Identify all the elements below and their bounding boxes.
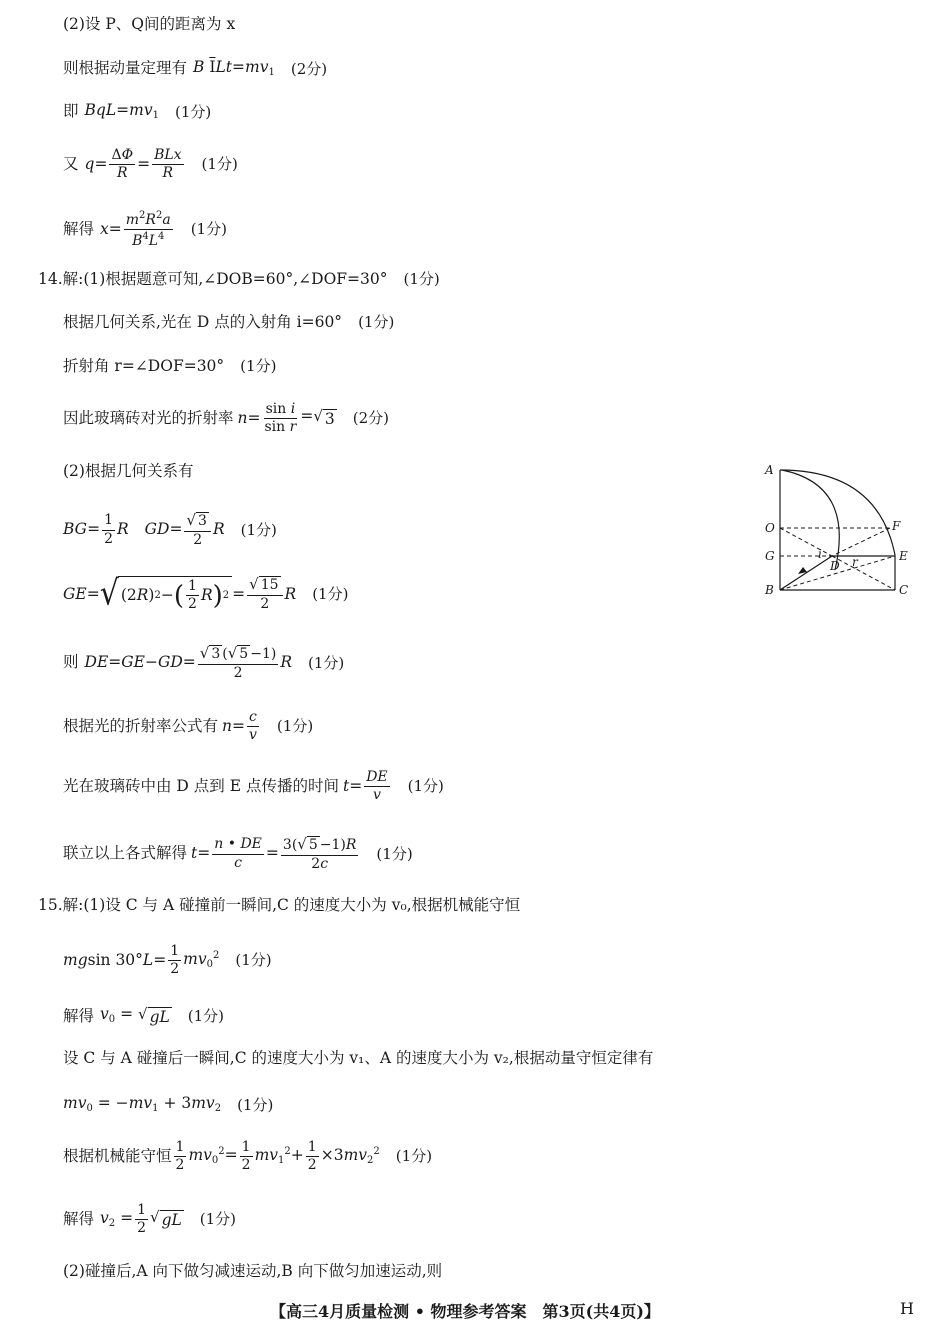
page-footer: 【高三4月质量检测 • 物理参考答案 第3页(共4页)】 [270,1302,660,1321]
q14-incident-angle: 根据几何关系,光在 D 点的入射角 i=60° (1分) [63,313,395,332]
q15-v0: 解得 $v_0$ = √ gL (1分) [63,1005,225,1026]
label-i: i [818,547,822,561]
line-pq-distance: (2)设 P、Q间的距离为 x [63,15,236,33]
q14-ge: GE= √ (2 R ) 2 − ( $\frac{1}{2}$ R ) 2 = √ 15 2 R (1分) [63,573,349,614]
line-dc [832,556,895,590]
label-o: O [765,521,775,535]
footer-code: H [900,1299,914,1318]
label-g: G [765,549,775,563]
line-x-result: 解得 x= $\frac{m^2R^2a}{B^4L^4}$ (1分) [63,210,227,250]
label-d: D [830,559,840,573]
q15-after-collision: 设 C 与 A 碰撞后一瞬间,C 的速度大小为 v₁、A 的速度大小为 v₂,根据动量守恒定律有 [63,1049,654,1067]
q14-part2: (2)根据几何关系有 [63,462,194,480]
q15-part2: (2)碰撞后,A 向下做匀减速运动,B 向下做匀加速运动,则 [63,1262,443,1280]
line-momentum-theorem: 则根据动量定理有 B $\overline{I}Lt=mv_1$ (2分) [63,58,328,78]
label-f: F [892,519,901,533]
ray-bd [780,556,832,590]
q14-final: 联立以上各式解得 t= $\frac{n • DE}{c}$ = 3( √ 5 −1)R 2c (1分) [63,835,413,872]
q14-n-formula: 根据光的折射率公式有 n= $\frac{c}{v}$ (1分) [63,709,314,744]
q15-momentum: $mv_0 = -mv_1 + 3mv_2$ (1分) [63,1094,274,1114]
q14-refractive-index: 因此玻璃砖对光的折射率 n= $\frac{\text{sin i}}{\text{sin r}}$ = √ 3 (2分) [63,401,390,436]
label-r: r [852,555,858,569]
line-fd [832,528,890,556]
q15-v2: 解得 $v_2$ = $\frac{1}{2}$ √ gL (1分) [63,1202,237,1237]
optics-diagram [760,460,920,605]
label-c: C [899,583,909,597]
q14-bg-gd: BG= $\frac{1}{2}$ R GD= √ 3 2 R (1分) [63,511,277,548]
q14-refraction-angle: 折射角 r=∠DOF=30° (1分) [63,357,277,376]
line-charge: 又 q= $\frac{\Delta\Phi}{R}$ = $\frac{\text{BLx}}{R}$ (1分) [63,147,238,182]
label-b: B [765,583,774,597]
label-a: A [765,463,774,477]
line-bql: 即 $BqL=mv_1$ (1分) [63,101,212,121]
q14-time: 光在玻璃砖中由 D 点到 E 点传播的时间 t= $\frac{DE}{v}$ (1分) [63,769,444,804]
line-od [780,528,832,556]
q15-heading: 15.解:(1)设 C 与 A 碰撞前一瞬间,C 的速度大小为 v₀,根据机械能守恒 [38,896,521,914]
q14-heading: 14.解:(1)根据题意可知,∠DOB=60°,∠DOF=30° (1分) [38,270,440,289]
q15-energy-2: 根据机械能守恒 $\frac{1}{2}$ $mv_0^2=$ $\frac{1}{2}$ $mv_1^2+$ $\frac{1}{2}$ $\times 3mv_2^2$ (1分) [63,1139,433,1174]
label-e: E [899,549,908,563]
q14-de: 则 DE=GE−GD= √ 3 ( √ 5 −1) 2 R (1分) [63,644,345,681]
q15-energy-1: mgsin 30°L= $\frac{1}{2}$ $mv_0^2$ (1分) [63,943,272,978]
